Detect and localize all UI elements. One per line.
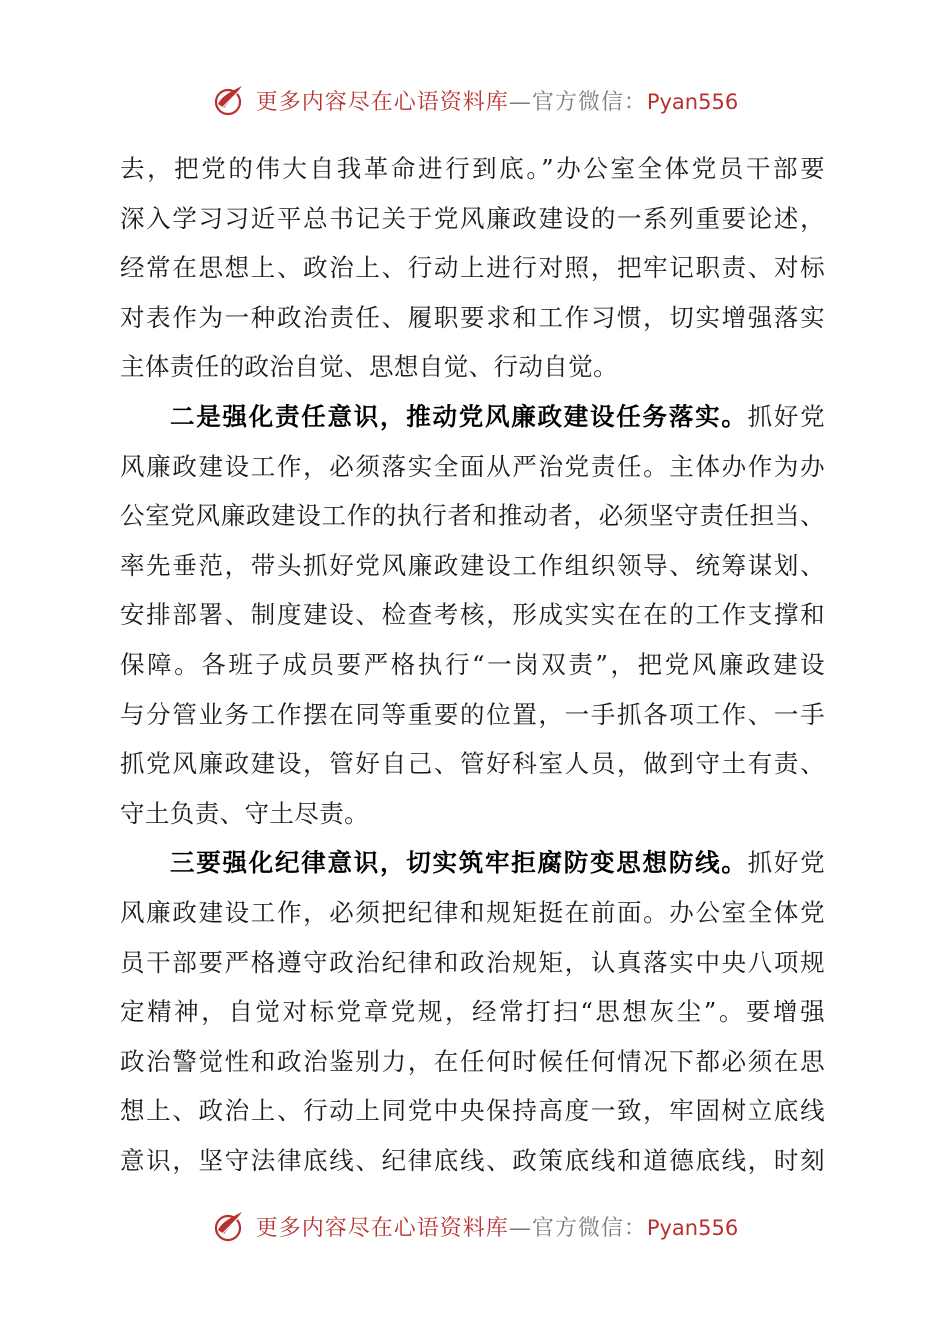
paragraph-heading: 二是强化责任意识，推动党风廉政建设任务落实。 (170, 401, 748, 431)
banner-wechat-label: —官方微信： (508, 89, 647, 115)
paragraph-heading: 三要强化纪律意识，切实筑牢拒腐防变思想防线。 (170, 848, 748, 878)
text-line: 守土负责、守土尽责。 (120, 798, 369, 828)
paragraph-2 (120, 392, 825, 838)
banner-library-text: 更多内容尽在心语资料库 (255, 89, 509, 115)
text-line: 对表作为一种政治责任、履职要求和工作习惯，切实增强落实 (120, 302, 825, 332)
text-line: 公室党风廉政建设工作的执行者和推动者，必须坚守责任担当、 (120, 501, 825, 531)
quill-logo-icon (212, 82, 248, 118)
text-line: 率先垂范，带头抓好党风廉政建设工作组织领导、统筹谋划、 (120, 550, 825, 580)
header-watermark-banner (0, 82, 950, 118)
text-line: 安排部署、制度建设、检查考核，形成实实在在的工作支撑和 (120, 600, 825, 630)
text-line: 与分管业务工作摆在同等重要的位置，一手抓各项工作、一手 (120, 699, 825, 729)
paragraph-3 (120, 838, 825, 1185)
text-line: 政治警觉性和政治鉴别力，在任何时候任何情况下都必须在思 (120, 1046, 825, 1076)
text-line: 意识，坚守法律底线、纪律底线、政策底线和道德底线，时刻 (120, 1145, 825, 1175)
text-line: 员干部要严格遵守政治纪律和政治规矩，认真落实中央八项规 (120, 947, 825, 977)
banner-library-text: 更多内容尽在心语资料库 (255, 1215, 509, 1241)
paragraph-1 (120, 144, 825, 392)
text-line (120, 392, 825, 442)
text-line: 抓党风廉政建设，管好自己、管好科室人员，做到守土有责、 (120, 749, 825, 779)
text-line: 想上、政治上、行动上同党中央保持高度一致，牢固树立底线 (120, 1096, 825, 1126)
text-line: 定精神，自觉对标党章党规，经常打扫“思想灰尘”。要增强 (120, 997, 825, 1027)
text-line: 风廉政建设工作，必须落实全面从严治党责任。主体办作为办 (120, 451, 825, 481)
text-line: 主体责任的政治自觉、思想自觉、行动自觉。 (120, 352, 618, 382)
text-line: 去，把党的伟大自我革命进行到底。”办公室全体党员干部要 (120, 154, 825, 183)
text-line: 保障。各班子成员要严格执行“一岗双责”，把党风廉政建设 (120, 649, 825, 679)
text-line: 风廉政建设工作，必须把纪律和规矩挺在前面。办公室全体党 (120, 897, 825, 927)
document-body (120, 144, 825, 1185)
text-line (120, 838, 825, 888)
text-line: 深入学习习近平总书记关于党风廉政建设的一系列重要论述， (120, 203, 825, 233)
text-run: 抓好党 (747, 848, 825, 878)
banner-wechat-label: —官方微信： (508, 1215, 647, 1241)
banner-wechat-id: Pyan556 (646, 1215, 739, 1240)
banner-wechat-id: Pyan556 (646, 89, 739, 114)
footer-watermark-banner (0, 1208, 950, 1244)
text-line: 经常在思想上、政治上、行动上进行对照，把牢记职责、对标 (120, 253, 825, 283)
text-run: 抓好党 (747, 401, 825, 431)
quill-logo-icon (212, 1208, 248, 1244)
